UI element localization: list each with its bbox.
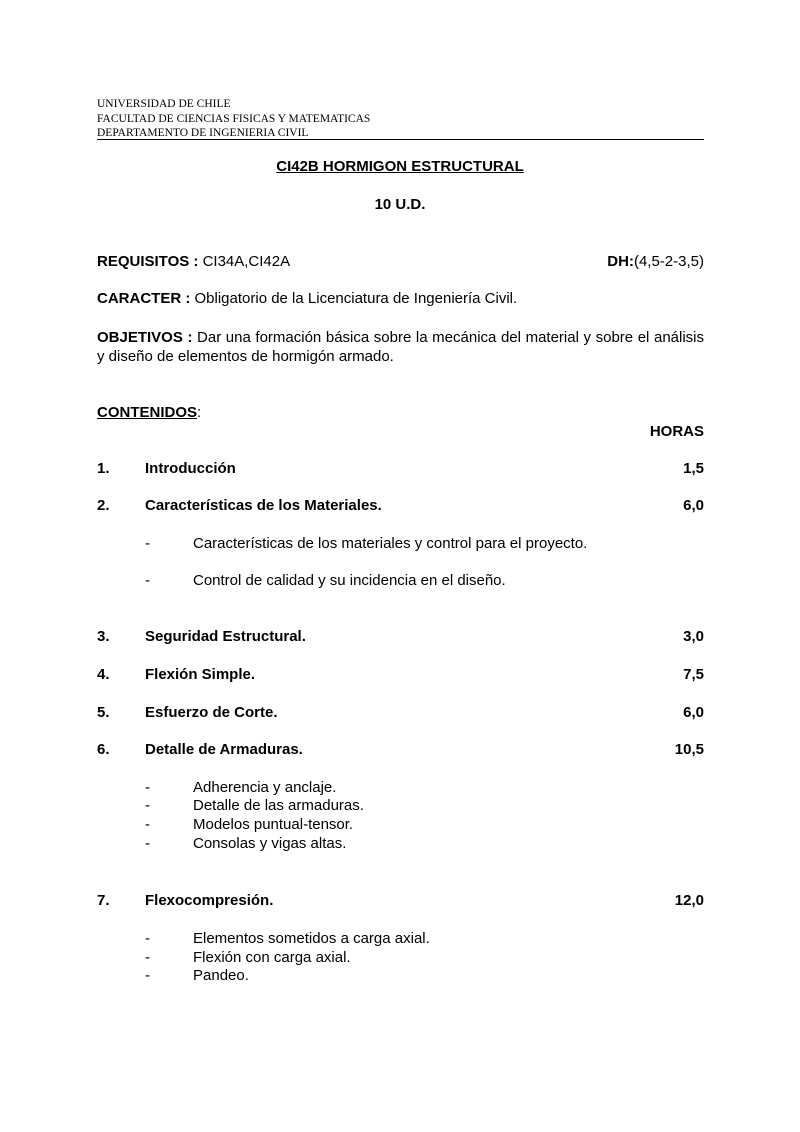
item-title: Introducción <box>145 460 236 477</box>
requisitos-value: CI34A,CI42A <box>198 253 291 270</box>
objetivos-paragraph <box>97 328 704 366</box>
sub-item-dash: - <box>145 816 150 833</box>
item-hours: 12,0 <box>674 892 704 909</box>
caracter-label: CARACTER : <box>97 290 191 307</box>
item-number: 2. <box>97 497 110 514</box>
sub-item-dash: - <box>145 535 150 552</box>
course-title: CI42B HORMIGON ESTRUCTURAL <box>276 158 524 175</box>
sub-item: Flexión con carga axial. <box>193 949 351 966</box>
dh-label: DH: <box>607 253 634 270</box>
sub-item: Elementos sometidos a carga axial. <box>193 930 430 947</box>
item-number: 3. <box>97 628 110 645</box>
item-number: 1. <box>97 460 110 477</box>
item-number: 6. <box>97 741 110 758</box>
header-rule <box>97 139 704 140</box>
item-title: Esfuerzo de Corte. <box>145 704 278 721</box>
sub-item: Detalle de las armaduras. <box>193 797 364 814</box>
caracter-value: Obligatorio de la Licenciatura de Ingeniería Civil. <box>190 290 518 307</box>
objetivos-label: OBJETIVOS : <box>97 329 193 346</box>
item-number: 4. <box>97 666 110 683</box>
item-title: Características de los Materiales. <box>145 497 382 514</box>
sub-item-dash: - <box>145 930 150 947</box>
item-hours: 6,0 <box>683 704 704 721</box>
item-title: Flexocompresión. <box>145 892 274 909</box>
objetivos-value: Dar una formación básica sobre la mecánica del material y sobre el análisis y diseño de elementos de hormigón armado. <box>97 329 704 365</box>
sub-item: Control de calidad y su incidencia en el diseño. <box>193 572 506 589</box>
item-title: Seguridad Estructural. <box>145 628 306 645</box>
sub-item: Adherencia y anclaje. <box>193 779 337 796</box>
sub-item-dash: - <box>145 572 150 589</box>
contenidos-heading <box>97 404 201 421</box>
course-units: 10 U.D. <box>374 196 426 213</box>
hours-column-header: HORAS <box>649 423 704 440</box>
dh-line <box>607 253 704 270</box>
item-hours: 6,0 <box>683 497 704 514</box>
university-name: UNIVERSIDAD DE CHILE <box>97 98 231 110</box>
requisitos-label: REQUISITOS : <box>97 253 199 270</box>
sub-item: Pandeo. <box>193 967 249 984</box>
item-title: Flexión Simple. <box>145 666 256 683</box>
item-hours: 3,0 <box>683 628 704 645</box>
sub-item-dash: - <box>145 967 150 984</box>
sub-item: Características de los materiales y control para el proyecto. <box>193 535 588 552</box>
item-title: Detalle de Armaduras. <box>145 741 303 758</box>
caracter-line <box>97 290 517 307</box>
item-number: 5. <box>97 704 110 721</box>
sub-item: Modelos puntual-tensor. <box>193 816 354 833</box>
item-number: 7. <box>97 892 110 909</box>
sub-item-dash: - <box>145 779 150 796</box>
sub-item-dash: - <box>145 949 150 966</box>
requisitos-line <box>97 253 290 270</box>
sub-item-dash: - <box>145 835 150 852</box>
contenidos-colon: : <box>197 404 202 421</box>
sub-item: Consolas y vigas altas. <box>193 835 347 852</box>
department-name: DEPARTAMENTO DE INGENIERIA CIVIL <box>97 127 309 139</box>
item-hours: 10,5 <box>674 741 704 758</box>
item-hours: 1,5 <box>683 460 704 477</box>
contenidos-label: CONTENIDOS <box>97 404 198 421</box>
sub-item-dash: - <box>145 797 150 814</box>
faculty-name: FACULTAD DE CIENCIAS FISICAS Y MATEMATICAS <box>97 113 371 125</box>
item-hours: 7,5 <box>683 666 704 683</box>
dh-value: (4,5-2-3,5) <box>633 253 704 270</box>
